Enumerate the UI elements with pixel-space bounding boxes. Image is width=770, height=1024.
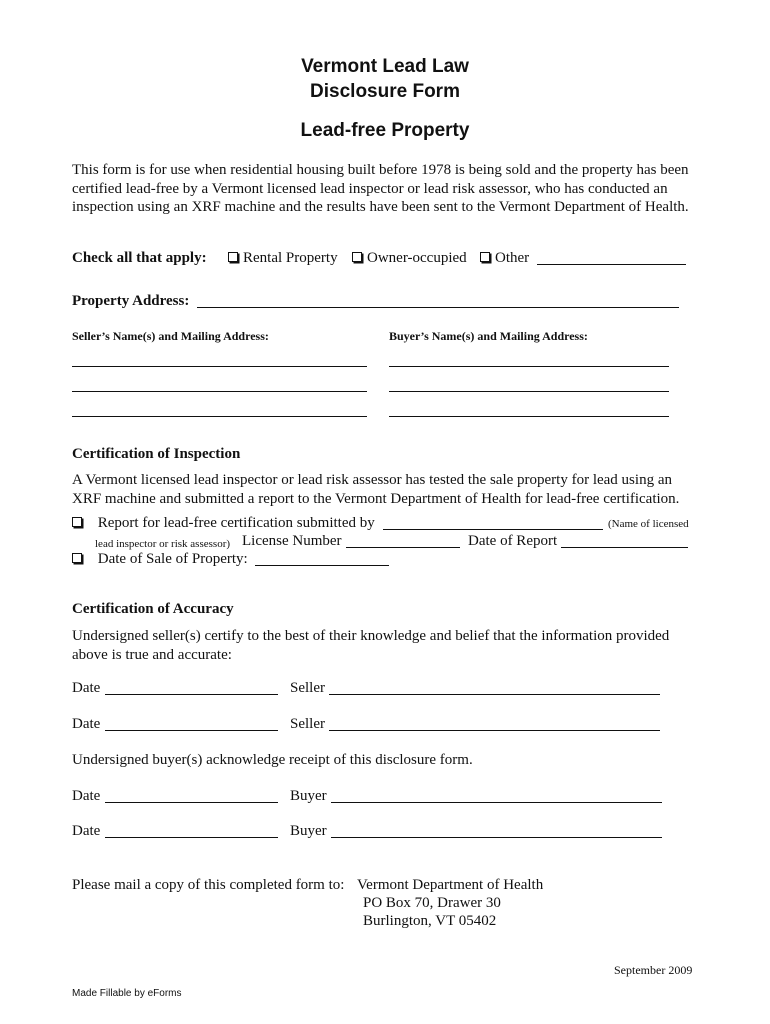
buyer-date-label-2: Date	[72, 823, 101, 839]
name-of-licensed-note: (Name of licensed	[608, 518, 689, 530]
seller-address-line-3[interactable]	[72, 416, 367, 417]
buyer-name-label: Buyer’s Name(s) and Mailing Address:	[389, 329, 588, 343]
other-checkbox[interactable]	[480, 252, 490, 262]
seller-signature-line-2[interactable]	[329, 730, 660, 731]
check-apply-row	[72, 250, 207, 267]
rental-property-label: Rental Property	[243, 250, 338, 266]
owner-occupied-checkbox[interactable]	[352, 252, 362, 262]
seller-name-label: Seller’s Name(s) and Mailing Address:	[72, 329, 269, 343]
license-number-label: License Number	[242, 533, 342, 549]
seller-date-label-2: Date	[72, 716, 101, 732]
other-input-line[interactable]	[537, 264, 686, 265]
mail-address-line3: Burlington, VT 05402	[363, 913, 497, 929]
form-title-line1: Vermont Lead Law	[301, 56, 469, 77]
seller-label-2: Seller	[290, 716, 325, 732]
buyer-label-1: Buyer	[290, 788, 327, 804]
seller-date-label-1: Date	[72, 680, 101, 696]
mail-address-line2: PO Box 70, Drawer 30	[363, 895, 501, 911]
report-submitted-checkbox[interactable]	[72, 517, 82, 527]
check-apply-label: Check all that apply:	[72, 250, 207, 266]
option-owner[interactable]	[352, 250, 467, 267]
date-of-sale-line[interactable]	[255, 565, 389, 566]
buyer-address-line-3[interactable]	[389, 416, 669, 417]
option-other[interactable]	[480, 250, 529, 267]
inspection-paragraph: A Vermont licensed lead inspector or lead risk assessor has tested the sale property for lead using an XRF machine and submitted a report to the Vermont Department of Health for lead-free certification.	[72, 472, 680, 507]
date-of-sale-label: Date of Sale of Property:	[97, 551, 248, 567]
date-of-sale-checkbox[interactable]	[72, 553, 82, 563]
seller-date-line-1[interactable]	[105, 694, 278, 695]
buyer-date-line-1[interactable]	[105, 802, 278, 803]
license-number-line[interactable]	[346, 547, 460, 548]
seller-signature-line-1[interactable]	[329, 694, 660, 695]
accuracy-heading: Certification of Accuracy	[72, 601, 234, 617]
owner-occupied-label: Owner-occupied	[367, 250, 467, 266]
buyer-date-label-1: Date	[72, 788, 101, 804]
form-subtitle: Lead-free Property	[300, 120, 470, 141]
accuracy-paragraph: Undersigned seller(s) certify to the best of their knowledge and belief that the information provided above is true and accurate:	[72, 628, 670, 663]
inspection-heading: Certification of Inspection	[72, 446, 241, 462]
buyer-address-line-2[interactable]	[389, 391, 669, 392]
inspector-note-cont: lead inspector or risk assessor)	[95, 538, 231, 550]
mail-label: Please mail a copy of this completed form to:	[72, 877, 345, 893]
inspector-name-line[interactable]	[383, 529, 603, 530]
property-address-input-line[interactable]	[197, 307, 679, 308]
report-submitted-label: Report for lead-free certification submitted by	[97, 515, 375, 531]
buyer-address-line-1[interactable]	[389, 366, 669, 367]
property-address-label: Property Address:	[72, 293, 190, 309]
buyer-signature-line-2[interactable]	[331, 837, 662, 838]
intro-paragraph: This form is for use when residential housing built before 1978 is being sold and the property has been certified lead-free by a Vermont licensed lead inspector or lead risk assessor, who has conducted an inspection using an XRF machine and the results have been sent to the Vermont Department of Health.	[72, 162, 689, 215]
seller-address-line-1[interactable]	[72, 366, 367, 367]
seller-date-line-2[interactable]	[105, 730, 278, 731]
made-fillable-note: Made Fillable by eForms	[72, 988, 182, 999]
other-label: Other	[495, 250, 530, 266]
buyer-signature-line-1[interactable]	[331, 802, 662, 803]
report-row	[72, 515, 375, 532]
mail-address-line1: Vermont Department of Health	[357, 877, 544, 893]
form-date: September 2009	[614, 963, 693, 977]
rental-property-checkbox[interactable]	[228, 252, 238, 262]
date-of-report-line[interactable]	[561, 547, 688, 548]
seller-label-1: Seller	[290, 680, 325, 696]
buyer-label-2: Buyer	[290, 823, 327, 839]
seller-address-line-2[interactable]	[72, 391, 367, 392]
buyer-ack-text: Undersigned buyer(s) acknowledge receipt of this disclosure form.	[72, 752, 473, 768]
date-of-report-label: Date of Report	[468, 533, 558, 549]
buyer-date-line-2[interactable]	[105, 837, 278, 838]
option-rental[interactable]	[228, 250, 338, 267]
date-sale-row	[72, 551, 248, 568]
form-title-line2: Disclosure Form	[310, 81, 460, 102]
